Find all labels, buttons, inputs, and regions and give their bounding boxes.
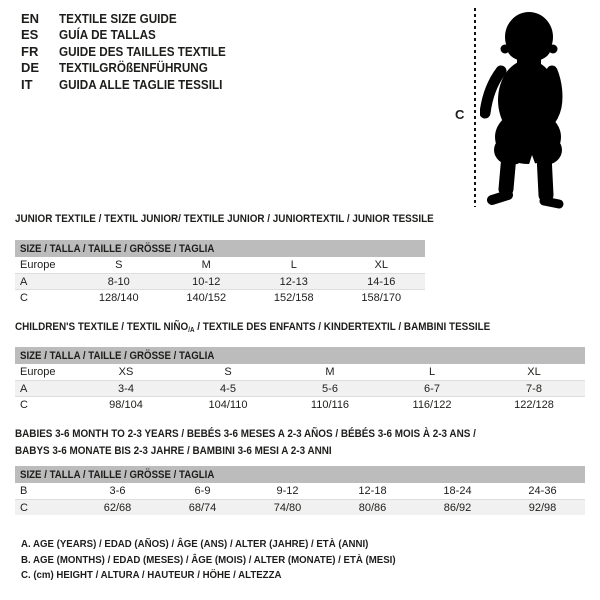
cell: 116/122 <box>412 398 452 411</box>
cell: L <box>428 366 436 378</box>
language-label: TEXTILGRÖßENFÜHRUNG <box>59 60 208 76</box>
language-label: TEXTILE SIZE GUIDE <box>59 10 177 26</box>
size-header-bar <box>15 240 425 257</box>
row-label: C <box>20 291 28 304</box>
language-code: IT <box>21 76 33 92</box>
height-measure-dashed-line <box>474 8 476 207</box>
table-row <box>15 380 585 396</box>
cell: 24-36 <box>528 485 557 497</box>
row-label: Europe <box>20 259 56 271</box>
cell: 98/104 <box>109 398 143 411</box>
language-row-es <box>21 27 244 44</box>
cell: 80/86 <box>358 501 387 514</box>
children-title-text <box>15 321 490 334</box>
footnote-a-text: A. AGE (YEARS) / EDAD (AÑOS) / ÂGE (ANS) / ALTER (JAHRE) / ETÀ (ANNI) <box>21 538 369 550</box>
cell: 12-18 <box>358 485 387 497</box>
height-measure-label: C <box>455 107 465 122</box>
size-header-bar <box>15 466 585 483</box>
row-label: B <box>20 485 28 497</box>
cell: 140/152 <box>186 291 227 304</box>
language-row-de <box>21 60 244 77</box>
table-row <box>15 257 425 273</box>
children-size-table <box>15 347 585 412</box>
children-title-suffix: / TEXTILE DES ENFANTS / KINDERTEXTIL / BAMBINI TESSILE <box>194 321 491 333</box>
cell: 14-16 <box>367 275 396 288</box>
cell: 74/80 <box>273 501 302 514</box>
cell: 10-12 <box>192 275 221 288</box>
footnote-b <box>21 553 428 569</box>
cell: 12-13 <box>279 275 308 288</box>
cell: 152/158 <box>273 291 314 304</box>
language-label: GUIDA ALLE TAGLIE TESSILI <box>59 76 223 92</box>
cell: 3-6 <box>109 485 126 497</box>
cell: 62/68 <box>103 501 132 514</box>
cell: M <box>201 259 211 271</box>
table-row <box>15 289 425 305</box>
cell: 68/74 <box>188 501 217 514</box>
row-label: A <box>20 382 28 395</box>
table-row <box>15 364 585 380</box>
children-title-prefix: CHILDREN'S TEXTILE / TEXTIL NIÑO <box>15 321 189 333</box>
cell: XS <box>118 366 134 378</box>
table-row <box>15 483 585 499</box>
babies-title-line1: BABIES 3-6 MONTH TO 2-3 YEARS / BEBÉS 3-6 MESES A 2-3 AÑOS / BÉBÉS 3-6 MOIS À 2-3 ANS / <box>15 428 476 440</box>
row-label: C <box>20 398 28 411</box>
cell: 3-4 <box>118 382 134 395</box>
cell: M <box>325 366 335 378</box>
cell: S <box>115 259 123 271</box>
cell: 92/98 <box>528 501 557 514</box>
size-header-text: SIZE / TALLA / TAILLE / GRÖSSE / TAGLIA <box>20 242 215 255</box>
language-code: DE <box>21 60 40 76</box>
footnote-c-text: C. (cm) HEIGHT / ALTURA / HAUTEUR / HÖHE / ALTEZZA <box>21 569 282 581</box>
babies-section-title <box>15 426 527 460</box>
language-code: FR <box>21 43 39 59</box>
babies-size-table <box>15 466 585 515</box>
cell: 7-8 <box>526 382 542 395</box>
table-row <box>15 396 585 412</box>
footnote-a <box>21 537 428 553</box>
baby-silhouette-icon <box>480 5 570 215</box>
cell: XL <box>527 366 541 378</box>
cell: 110/116 <box>310 398 350 411</box>
cell: 6-7 <box>424 382 440 395</box>
cell: 5-6 <box>322 382 338 395</box>
children-title-subscript: /A <box>188 327 195 334</box>
cell: S <box>224 366 232 378</box>
row-label: Europe <box>20 366 56 378</box>
size-header-bar <box>15 347 585 364</box>
cell: XL <box>374 259 388 271</box>
babies-title-line2: BABYS 3-6 MONATE BIS 2-3 JAHRE / BAMBINI 3-6 MESI A 2-3 ANNI <box>15 445 332 457</box>
junior-title-text: JUNIOR TEXTILE / TEXTIL JUNIOR/ TEXTILE JUNIOR / JUNIORTEXTIL / JUNIOR TESSILE <box>15 213 434 225</box>
language-code: EN <box>21 10 40 26</box>
footnotes <box>21 537 428 584</box>
language-row-fr <box>21 43 244 60</box>
cell: 158/170 <box>361 291 402 304</box>
junior-size-table <box>15 240 425 305</box>
cell: 104/110 <box>208 398 248 411</box>
row-label: A <box>20 275 28 288</box>
cell: 9-12 <box>276 485 299 497</box>
junior-section-title <box>15 213 480 225</box>
cell: 86/92 <box>443 501 472 514</box>
cell: 6-9 <box>194 485 211 497</box>
language-code: ES <box>21 27 39 43</box>
language-row-en <box>21 10 244 27</box>
language-row-it <box>21 76 244 93</box>
footnote-b-text: B. AGE (MONTHS) / EDAD (MESES) / ÂGE (MOIS) / ALTER (MONATE) / ETÀ (MESI) <box>21 553 396 566</box>
children-section-title <box>15 321 543 334</box>
size-header-text: SIZE / TALLA / TAILLE / GRÖSSE / TAGLIA <box>20 349 215 362</box>
row-label: C <box>20 501 28 514</box>
cell: 122/128 <box>514 398 554 411</box>
size-header-text: SIZE / TALLA / TAILLE / GRÖSSE / TAGLIA <box>20 468 215 481</box>
cell: 128/140 <box>98 291 139 304</box>
table-row <box>15 273 425 289</box>
cell: L <box>290 259 297 271</box>
language-list <box>21 10 244 93</box>
language-label: GUÍA DE TALLAS <box>59 27 156 43</box>
cell: 4-5 <box>220 382 236 395</box>
footnote-c <box>21 568 428 584</box>
cell: 8-10 <box>107 275 130 288</box>
table-row <box>15 499 585 515</box>
cell: 18-24 <box>443 485 472 497</box>
language-label: GUIDE DES TAILLES TEXTILE <box>59 43 226 59</box>
